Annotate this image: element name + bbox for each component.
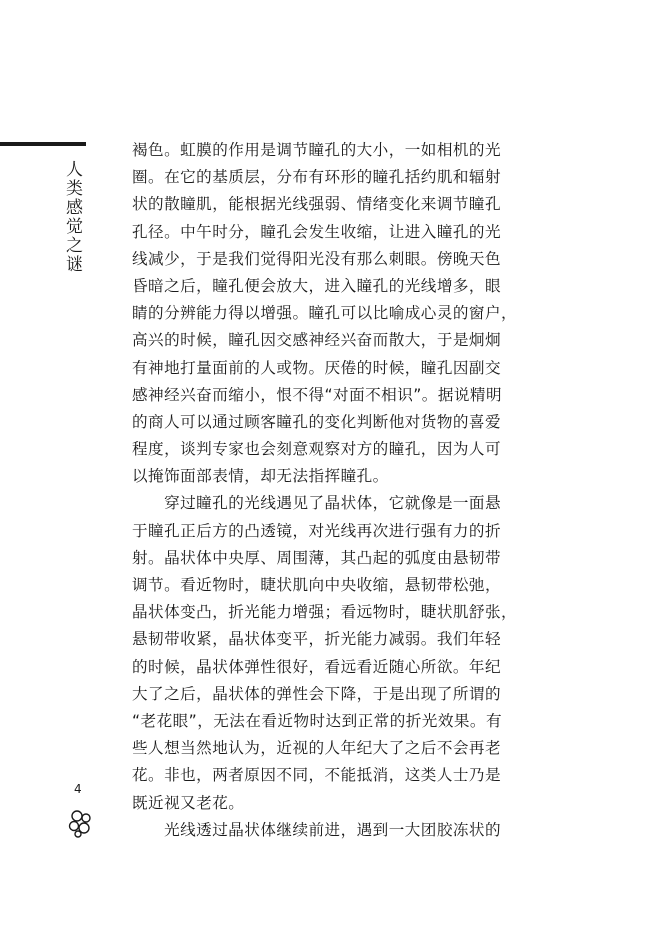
body-line: 悬韧带收紧，晶状体变平，折光能力减弱。我们年轻 [132, 630, 502, 649]
body-line: 高兴的时候，瞳孔因交感神经兴奋而散大，于是炯炯 [132, 331, 502, 350]
body-text [132, 137, 522, 844]
body-line: 有神地打量面前的人或物。厌倦的时候，瞳孔因副交 [132, 358, 502, 377]
header-rule [0, 142, 86, 146]
body-line: 以掩饰面部表情，却无法指挥瞳孔。 [132, 467, 389, 486]
body-line: 于瞳孔正后方的凸透镜，对光线再次进行强有力的折 [132, 521, 502, 540]
body-line: 晶状体变凸，折光能力增强；看远物时，睫状肌舒张， [132, 603, 518, 622]
body-line: 感神经兴奋而缩小，恨不得“对面不相识”。据说精明 [132, 385, 503, 404]
running-head-title: 人类感觉之谜 [62, 160, 82, 274]
body-line: 的时候，晶状体弹性很好，看远看近随心所欲。年纪 [132, 657, 502, 676]
body-line: 穿过瞳孔的光线遇见了晶状体，它就像是一面悬 [132, 494, 502, 513]
body-line: 睛的分辨能力得以增强。瞳孔可以比喻成心灵的窗户， [132, 304, 518, 323]
body-line: 的商人可以通过顾客瞳孔的变化判断他对货物的喜爱 [132, 412, 502, 431]
body-line: 圈。在它的基质层，分布有环形的瞳孔括约肌和辐射 [132, 168, 502, 187]
body-line: 线减少，于是我们觉得阳光没有那么刺眼。傍晚天色 [132, 249, 502, 268]
body-line: 花。非也，两者原因不同，不能抵消，这类人士乃是 [132, 766, 502, 785]
body-line: 昏暗之后，瞳孔便会放大，进入瞳孔的光线增多，眼 [132, 276, 502, 295]
body-line: 既近视又老花。 [132, 793, 245, 812]
body-line: 些人想当然地认为，近视的人年纪大了之后不会再老 [132, 739, 502, 758]
body-line: 光线透过晶状体继续前进，遇到一大团胶冻状的 [132, 820, 502, 839]
page-number: 4 [74, 782, 82, 796]
circles-emblem-icon [66, 808, 96, 838]
body-line: 调节。看近物时，睫状肌向中央收缩，悬韧带松弛， [132, 576, 502, 594]
body-line: 孔径。中午时分，瞳孔会发生收缩，让进入瞳孔的光 [132, 222, 502, 241]
body-line: “老花眼”，无法在看近物时达到正常的折光效果。有 [132, 711, 503, 730]
body-line: 射。晶状体中央厚、周围薄，其凸起的弧度由悬韧带 [132, 548, 502, 567]
body-line: 程度，谈判专家也会刻意观察对方的瞳孔，因为人可 [132, 440, 502, 459]
body-line: 褐色。虹膜的作用是调节瞳孔的大小，一如相机的光 [132, 141, 502, 159]
body-line: 大了之后，晶状体的弹性会下降，于是出现了所谓的 [132, 684, 502, 703]
body-line: 状的散瞳肌，能根据光线强弱、情绪变化来调节瞳孔 [132, 195, 502, 214]
